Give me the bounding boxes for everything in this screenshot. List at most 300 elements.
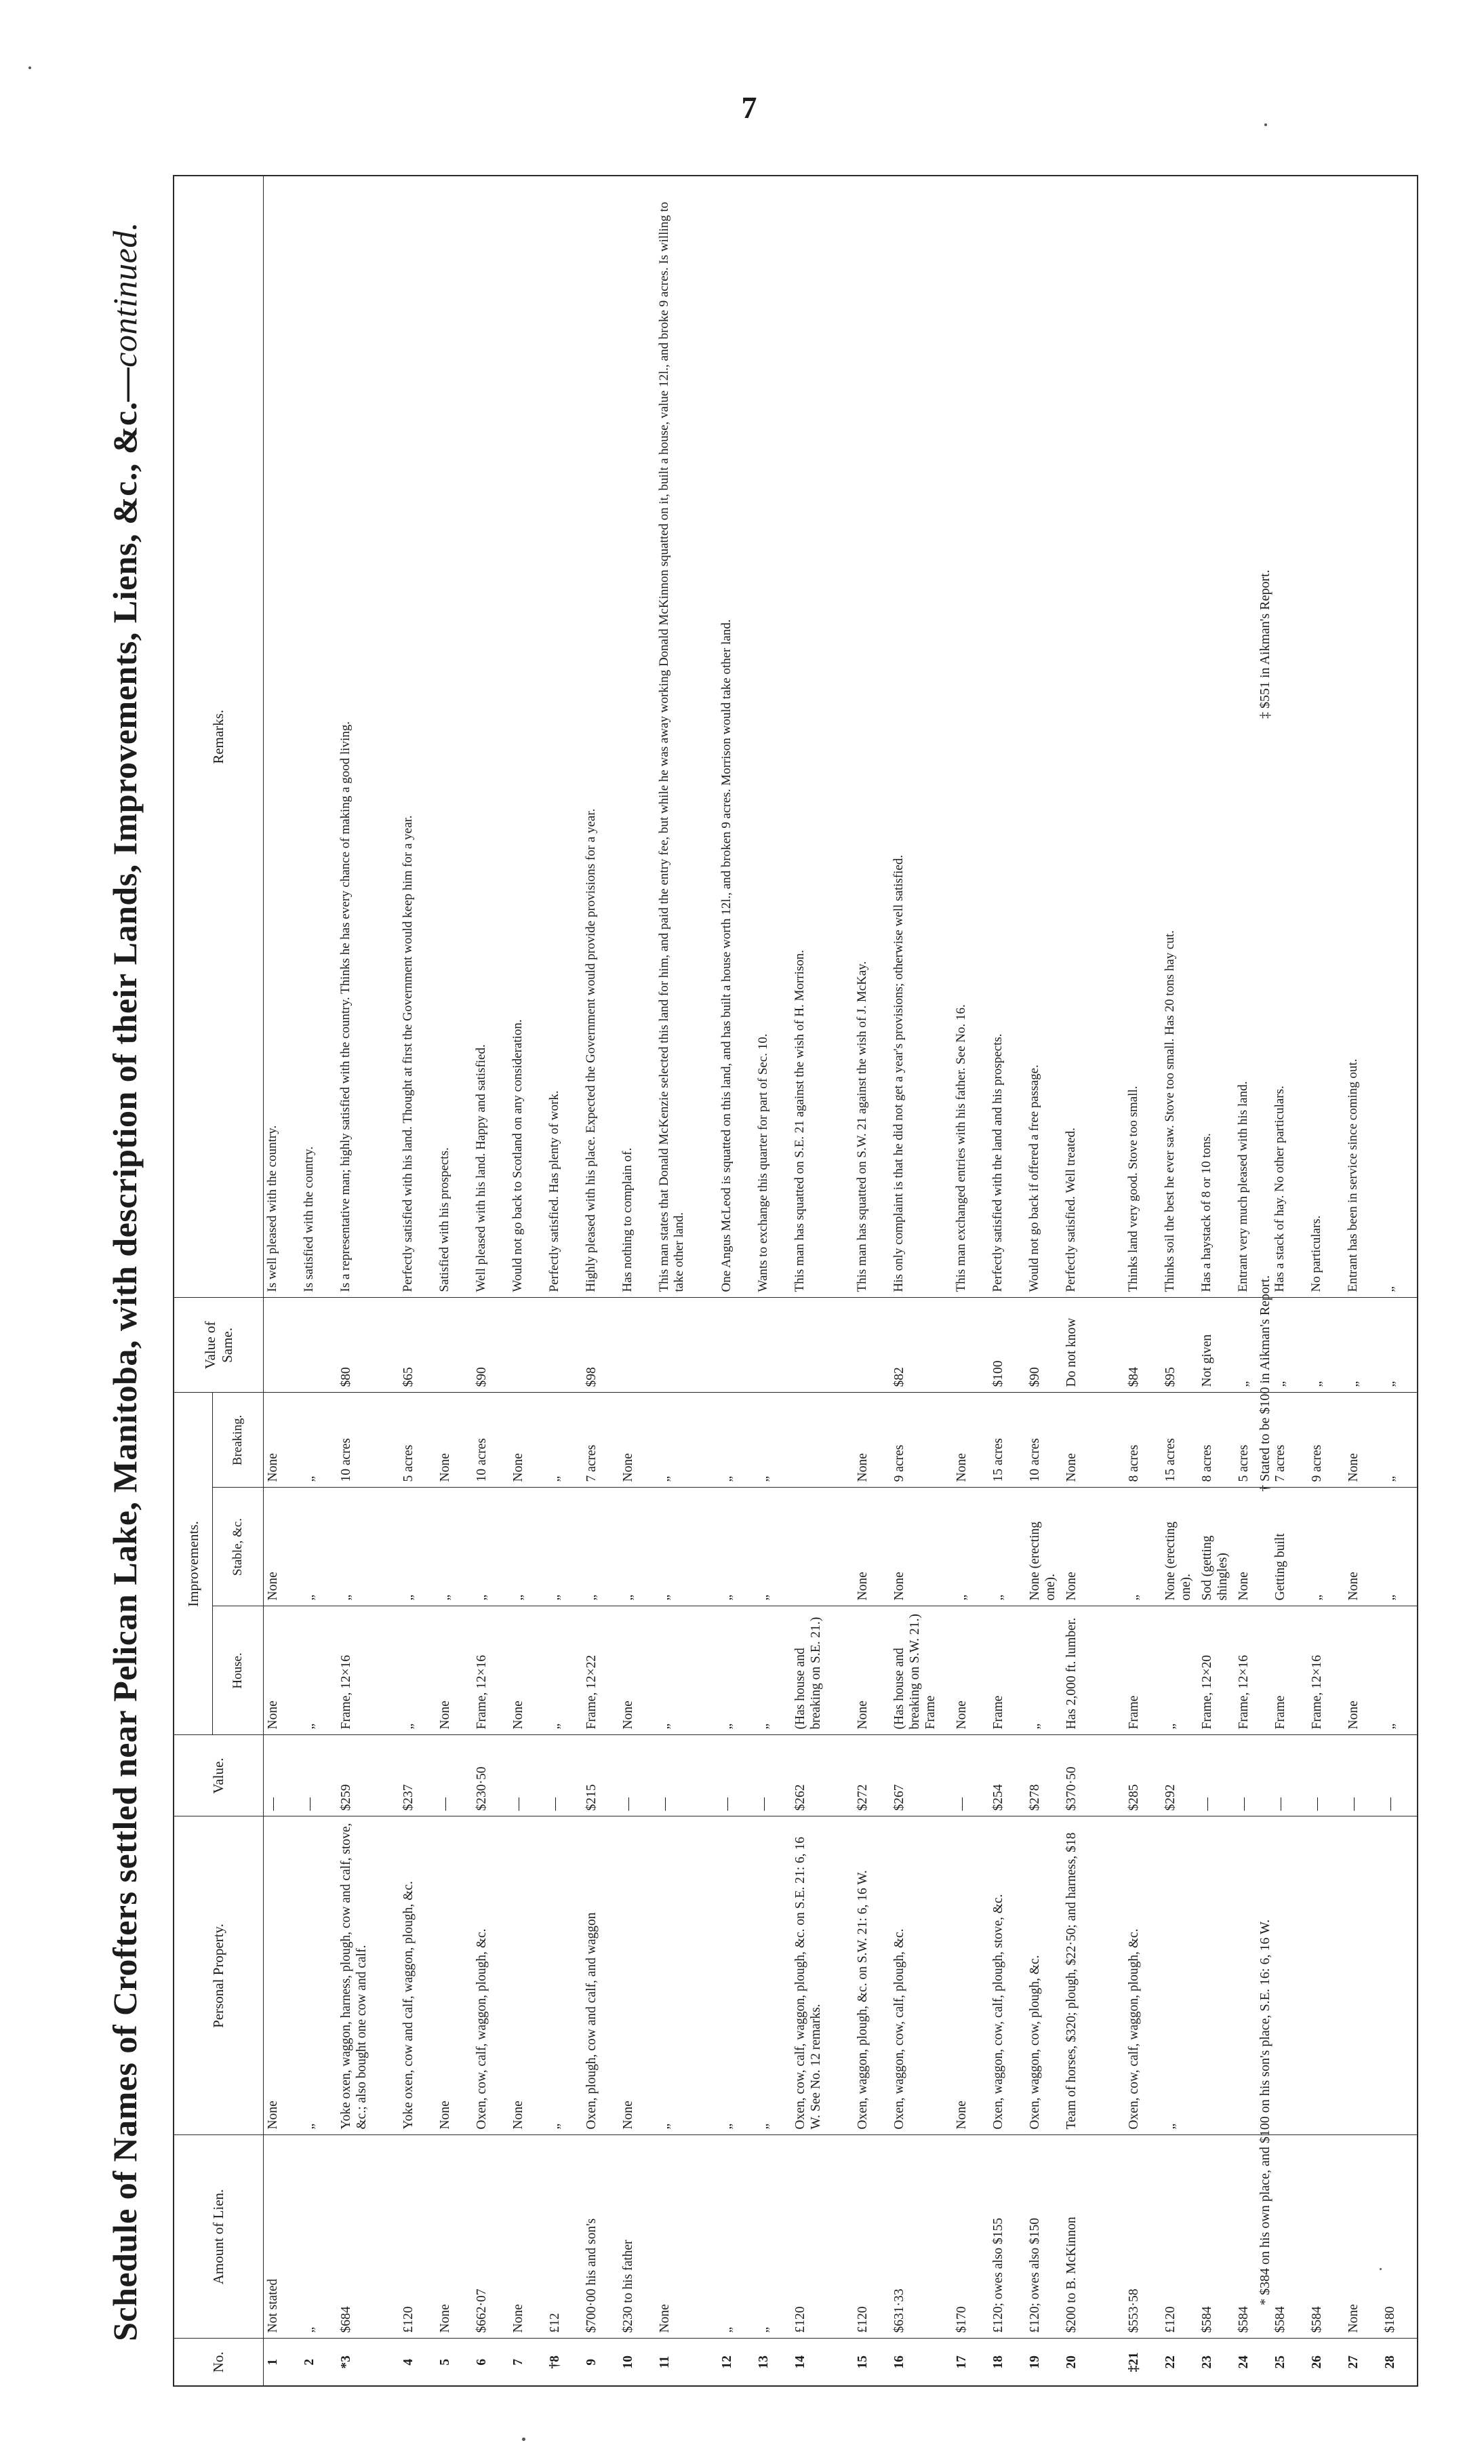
personal-property-cell: Yoke oxen, waggon, harness, plough, cow and calf, stove, &c.; also bought one cow and calf.	[337, 1816, 399, 2135]
lien-amount-cell: None	[509, 2135, 546, 2339]
value-of-same-cell	[755, 1298, 791, 1393]
property-value-cell: —	[656, 1735, 718, 1816]
value-of-same-cell: „	[1308, 1298, 1344, 1393]
remarks-cell: Perfectly satisfied with the land and his prospects.	[989, 176, 1026, 1298]
footnote-star: * $384 on his own place, and $100 on his son's place, S.E. 16: 6, 16 W.	[1258, 1919, 1272, 2305]
value-of-same-cell	[791, 1298, 854, 1393]
table-row	[337, 176, 399, 2386]
remarks-cell: Entrant has been in service since coming out.	[1344, 176, 1381, 1298]
title-main: Schedule of Names of Crofters settled near Pelican Lake, Manitoba, with description of their Lands, Improvements, Liens, &c., &c.—	[106, 367, 144, 2341]
personal-property-cell: „	[546, 1816, 582, 2135]
breaking-cell: „	[300, 1393, 337, 1488]
stable-cell: None	[1344, 1488, 1381, 1606]
crofters-table	[173, 175, 1418, 2387]
property-value-cell: $230·50	[473, 1735, 509, 1816]
breaking-cell: None	[1344, 1393, 1381, 1488]
stable-cell: None	[1235, 1488, 1271, 1606]
row-number-cell: 26	[1308, 2339, 1344, 2386]
remarks-cell: Well pleased with his land. Happy and satisfied.	[473, 176, 509, 1298]
lien-amount-cell: £120	[854, 2135, 890, 2339]
stable-cell	[791, 1488, 854, 1606]
row-number-cell: 4	[399, 2339, 436, 2386]
breaking-cell: „	[755, 1393, 791, 1488]
stable-cell: None	[890, 1488, 952, 1606]
table-row	[1198, 176, 1235, 2386]
house-cell: Frame, 12×16	[473, 1606, 509, 1735]
property-value-cell: $237	[399, 1735, 436, 1816]
stable-cell: „	[1125, 1488, 1161, 1606]
remarks-cell: This man exchanged entries with his father. See No. 16.	[952, 176, 989, 1298]
remarks-cell: Has a haystack of 8 or 10 tons.	[1198, 176, 1235, 1298]
personal-property-cell: „	[1161, 1816, 1198, 2135]
row-number-cell: 2	[300, 2339, 337, 2386]
house-cell: „	[656, 1606, 718, 1735]
personal-property-cell: Oxen, waggon, plough, &c. on S.W. 21: 6, 16 W.	[854, 1816, 890, 2135]
personal-property-cell: „	[718, 1816, 755, 2135]
stable-cell: „	[546, 1488, 582, 1606]
property-value-cell: $292	[1161, 1735, 1198, 1816]
house-cell: None	[952, 1606, 989, 1735]
stable-cell: „	[436, 1488, 473, 1606]
house-cell: Frame	[989, 1606, 1026, 1735]
property-value-cell: —	[952, 1735, 989, 1816]
value-of-same-cell: „	[1344, 1298, 1381, 1393]
house-cell: Frame, 12×20	[1198, 1606, 1235, 1735]
personal-property-cell: None	[436, 1816, 473, 2135]
remarks-cell: Is well pleased with the country.	[264, 176, 300, 1298]
breaking-cell: 15 acres	[1161, 1393, 1198, 1488]
value-of-same-cell: „	[1235, 1298, 1271, 1393]
breaking-cell: None	[264, 1393, 300, 1488]
remarks-cell: Satisfied with his prospects.	[436, 176, 473, 1298]
personal-property-cell	[1381, 1816, 1418, 2135]
personal-property-cell: Oxen, cow, calf, waggon, plough, &c.	[1125, 1816, 1161, 2135]
personal-property-cell: Oxen, plough, cow and calf, and waggon	[582, 1816, 619, 2135]
property-value-cell: —	[1344, 1735, 1381, 1816]
remarks-cell: Entrant very much pleased with his land.	[1235, 176, 1271, 1298]
value-of-same-cell	[854, 1298, 890, 1393]
house-cell: „	[399, 1606, 436, 1735]
remarks-cell: Perfectly satisfied. Well treated.	[1062, 176, 1125, 1298]
table-row	[791, 176, 854, 2386]
value-of-same-cell	[619, 1298, 656, 1393]
property-value-cell: —	[619, 1735, 656, 1816]
property-value-cell: —	[1235, 1735, 1271, 1816]
breaking-cell: None	[1062, 1393, 1125, 1488]
stable-cell: „	[300, 1488, 337, 1606]
stable-cell: „	[718, 1488, 755, 1606]
property-value-cell: $278	[1026, 1735, 1062, 1816]
header-value-of-same: Value of Same.	[174, 1298, 264, 1393]
value-of-same-cell	[436, 1298, 473, 1393]
table-row	[890, 176, 952, 2386]
header-no: No.	[174, 2339, 264, 2386]
house-cell: None	[264, 1606, 300, 1735]
house-cell: None	[854, 1606, 890, 1735]
property-value-cell: $272	[854, 1735, 890, 1816]
lien-amount-cell: $700·00 his and son's	[582, 2135, 619, 2339]
lien-amount-cell: Not stated	[264, 2135, 300, 2339]
property-value-cell: —	[436, 1735, 473, 1816]
personal-property-cell: Oxen, cow, calf, waggon, plough, &c.	[473, 1816, 509, 2135]
value-of-same-cell: $80	[337, 1298, 399, 1393]
breaking-cell: 7 acres	[1271, 1393, 1308, 1488]
stable-cell: Getting built	[1271, 1488, 1308, 1606]
remarks-cell: Thinks soil the best he ever saw. Stove too small. Has 20 tons hay cut.	[1161, 176, 1198, 1298]
scan-speck	[522, 2438, 525, 2441]
property-value-cell: —	[300, 1735, 337, 1816]
row-number-cell: †8	[546, 2339, 582, 2386]
table-row	[1344, 176, 1381, 2386]
row-number-cell: 18	[989, 2339, 1026, 2386]
personal-property-cell: Oxen, cow, calf, waggon, plough, &c. on S.E. 21: 6, 16 W. See No. 12 remarks.	[791, 1816, 854, 2135]
row-number-cell: 11	[656, 2339, 718, 2386]
remarks-cell: This man has squatted on S.E. 21 against the wish of H. Morrison.	[791, 176, 854, 1298]
remarks-cell: Is satisfied with the country.	[300, 176, 337, 1298]
lien-amount-cell: None	[436, 2135, 473, 2339]
row-number-cell: 22	[1161, 2339, 1198, 2386]
lien-amount-cell: £120; owes also $155	[989, 2135, 1026, 2339]
header-lien: Amount of Lien.	[174, 2135, 264, 2339]
title-continued: continued.	[106, 222, 144, 367]
house-cell: Frame, 12×16	[1235, 1606, 1271, 1735]
house-cell: None	[619, 1606, 656, 1735]
stable-cell: „	[582, 1488, 619, 1606]
breaking-cell: 9 acres	[890, 1393, 952, 1488]
remarks-cell: Highly pleased with his place. Expected the Government would provide provisions for a year.	[582, 176, 619, 1298]
property-value-cell: —	[264, 1735, 300, 1816]
breaking-cell: 15 acres	[989, 1393, 1026, 1488]
table-row	[1161, 176, 1198, 2386]
property-value-cell: $285	[1125, 1735, 1161, 1816]
table-row	[656, 176, 718, 2386]
row-number-cell: 6	[473, 2339, 509, 2386]
remarks-cell: This man states that Donald McKenzie selected this land for him, and paid the entry fee, but while he was away working Donald McKinnon squatted on it, built a house, value 12l., and broke 9 acres. Is willing to take other land.	[656, 176, 718, 1298]
personal-property-cell: „	[755, 1816, 791, 2135]
header-remarks: Remarks.	[174, 176, 264, 1298]
scan-speck	[28, 66, 31, 69]
table-row	[399, 176, 436, 2386]
lien-amount-cell: $584	[1271, 2135, 1308, 2339]
remarks-cell: No particulars.	[1308, 176, 1344, 1298]
stable-cell: Sod (getting shingles)	[1198, 1488, 1235, 1606]
breaking-cell: 8 acres	[1198, 1393, 1235, 1488]
table-row	[952, 176, 989, 2386]
lien-amount-cell: £120	[791, 2135, 854, 2339]
lien-amount-cell: $662·07	[473, 2135, 509, 2339]
breaking-cell: 10 acres	[473, 1393, 509, 1488]
remarks-cell: Perfectly satisfied with his land. Thought at first the Government would keep him for a year.	[399, 176, 436, 1298]
row-number-cell: 23	[1198, 2339, 1235, 2386]
stable-cell: „	[1308, 1488, 1344, 1606]
value-of-same-cell: $100	[989, 1298, 1026, 1393]
schedule-title	[105, 176, 159, 2387]
value-of-same-cell	[509, 1298, 546, 1393]
value-of-same-cell	[300, 1298, 337, 1393]
house-cell: „	[300, 1606, 337, 1735]
house-cell: None	[1344, 1606, 1381, 1735]
header-property: Personal Property.	[174, 1816, 264, 2135]
lien-amount-cell: None	[1344, 2135, 1381, 2339]
remarks-cell: Would not go back if offered a free passage.	[1026, 176, 1062, 1298]
breaking-cell: 5 acres	[1235, 1393, 1271, 1488]
breaking-cell: „	[718, 1393, 755, 1488]
property-value-cell: $215	[582, 1735, 619, 1816]
personal-property-cell	[1198, 1816, 1235, 2135]
lien-amount-cell: $180	[1381, 2135, 1418, 2339]
table-row	[989, 176, 1026, 2386]
table-row	[436, 176, 473, 2386]
row-number-cell: 9	[582, 2339, 619, 2386]
table-row	[718, 176, 755, 2386]
row-number-cell: 1	[264, 2339, 300, 2386]
stable-cell: „	[989, 1488, 1026, 1606]
lien-amount-cell: $584	[1198, 2135, 1235, 2339]
stable-cell: „	[473, 1488, 509, 1606]
value-of-same-cell: „	[1381, 1298, 1418, 1393]
value-of-same-cell: $95	[1161, 1298, 1198, 1393]
breaking-cell: None	[509, 1393, 546, 1488]
row-number-cell: *3	[337, 2339, 399, 2386]
personal-property-cell: „	[300, 1816, 337, 2135]
property-value-cell: —	[1308, 1735, 1344, 1816]
house-cell: Frame, 12×22	[582, 1606, 619, 1735]
value-of-same-cell	[546, 1298, 582, 1393]
lien-amount-cell: £120	[399, 2135, 436, 2339]
value-of-same-cell: Not given	[1198, 1298, 1235, 1393]
personal-property-cell: None	[509, 1816, 546, 2135]
value-of-same-cell	[264, 1298, 300, 1393]
stable-cell: „	[619, 1488, 656, 1606]
row-number-cell: 28	[1381, 2339, 1418, 2386]
stable-cell: „	[1381, 1488, 1418, 1606]
personal-property-cell: Team of horses, $320; plough, $22·50; and harness, $18	[1062, 1816, 1125, 2135]
lien-amount-cell: £12	[546, 2135, 582, 2339]
row-number-cell: 7	[509, 2339, 546, 2386]
property-value-cell: $267	[890, 1735, 952, 1816]
personal-property-cell: None	[264, 1816, 300, 2135]
table-body	[264, 176, 1418, 2386]
property-value-cell: —	[509, 1735, 546, 1816]
table-row	[300, 176, 337, 2386]
breaking-cell: None	[854, 1393, 890, 1488]
property-value-cell: $370·50	[1062, 1735, 1125, 1816]
remarks-cell: Has nothing to complain of.	[619, 176, 656, 1298]
lien-amount-cell: $584	[1308, 2135, 1344, 2339]
footnote-dagger: † Stated to be $100 in Aikman's Report.	[1258, 1275, 1272, 1492]
remarks-cell: Has a stack of hay. No other particulars.	[1271, 176, 1308, 1298]
table-row	[1308, 176, 1344, 2386]
stable-cell: None	[854, 1488, 890, 1606]
table-row	[264, 176, 300, 2386]
row-number-cell: 16	[890, 2339, 952, 2386]
breaking-cell: None	[436, 1393, 473, 1488]
property-value-cell: —	[546, 1735, 582, 1816]
lien-amount-cell: $553·58	[1125, 2135, 1161, 2339]
breaking-cell: 8 acres	[1125, 1393, 1161, 1488]
house-cell: None	[509, 1606, 546, 1735]
footnotes	[1258, 176, 1285, 2387]
house-cell: Frame	[1271, 1606, 1308, 1735]
property-value-cell: $262	[791, 1735, 854, 1816]
breaking-cell: 5 acres	[399, 1393, 436, 1488]
remarks-cell: Perfectly satisfied. Has plenty of work.	[546, 176, 582, 1298]
stable-cell: „	[399, 1488, 436, 1606]
breaking-cell: 9 acres	[1308, 1393, 1344, 1488]
house-cell: (Has house and breaking on S.W. 21.) Frame	[890, 1606, 952, 1735]
stable-cell: None	[264, 1488, 300, 1606]
table-row	[582, 176, 619, 2386]
stable-cell: „	[755, 1488, 791, 1606]
scan-speck	[1264, 123, 1267, 126]
personal-property-cell: None	[952, 1816, 989, 2135]
remarks-cell: Wants to exchange this quarter for part of Sec. 10.	[755, 176, 791, 1298]
value-of-same-cell: $90	[473, 1298, 509, 1393]
breaking-cell: „	[656, 1393, 718, 1488]
remarks-cell: This man has squatted on S.W. 21 against the wish of J. McKay.	[854, 176, 890, 1298]
house-cell: Frame, 12×16	[1308, 1606, 1344, 1735]
value-of-same-cell: $98	[582, 1298, 619, 1393]
header-improvements: Improvements.	[174, 1393, 213, 1735]
house-cell: „	[1161, 1606, 1198, 1735]
table-row	[1062, 176, 1125, 2386]
stable-cell: „	[337, 1488, 399, 1606]
value-of-same-cell: $90	[1026, 1298, 1062, 1393]
property-value-cell: —	[718, 1735, 755, 1816]
table-row	[1125, 176, 1161, 2386]
lien-amount-cell: $200 to B. McKinnon	[1062, 2135, 1125, 2339]
house-cell: „	[718, 1606, 755, 1735]
scan-speck	[1380, 2268, 1382, 2270]
personal-property-cell: None	[619, 1816, 656, 2135]
value-of-same-cell	[656, 1298, 718, 1393]
personal-property-cell	[1308, 1816, 1344, 2135]
lien-amount-cell: $230 to his father	[619, 2135, 656, 2339]
row-number-cell: 24	[1235, 2339, 1271, 2386]
personal-property-cell: „	[656, 1816, 718, 2135]
header-house: House.	[213, 1606, 264, 1735]
personal-property-cell	[1344, 1816, 1381, 2135]
personal-property-cell: Yoke oxen, cow and calf, waggon, plough, &c.	[399, 1816, 436, 2135]
remarks-cell: Would not go back to Scotland on any consideration.	[509, 176, 546, 1298]
footnote-ddagger: ‡ $551 in Aikman's Report.	[1258, 570, 1272, 719]
table-row	[546, 176, 582, 2386]
property-value-cell: —	[1271, 1735, 1308, 1816]
house-cell: „	[1026, 1606, 1062, 1735]
stable-cell: None (erecting one).	[1026, 1488, 1062, 1606]
breaking-cell: None	[952, 1393, 989, 1488]
property-value-cell: $259	[337, 1735, 399, 1816]
house-cell: „	[546, 1606, 582, 1735]
stable-cell: „	[952, 1488, 989, 1606]
property-value-cell: —	[1381, 1735, 1418, 1816]
property-value-cell: —	[1198, 1735, 1235, 1816]
value-of-same-cell: $84	[1125, 1298, 1161, 1393]
row-number-cell: 20	[1062, 2339, 1125, 2386]
row-number-cell: 10	[619, 2339, 656, 2386]
stable-cell: None (erecting one).	[1161, 1488, 1198, 1606]
lien-amount-cell: „	[718, 2135, 755, 2339]
value-of-same-cell	[718, 1298, 755, 1393]
breaking-cell: „	[1381, 1393, 1418, 1488]
lien-amount-cell: „	[755, 2135, 791, 2339]
remarks-cell: Thinks land very good. Stove too small.	[1125, 176, 1161, 1298]
breaking-cell: None	[619, 1393, 656, 1488]
value-of-same-cell: $65	[399, 1298, 436, 1393]
breaking-cell	[791, 1393, 854, 1488]
lien-amount-cell: $631·33	[890, 2135, 952, 2339]
row-number-cell: 14	[791, 2339, 854, 2386]
property-value-cell: $254	[989, 1735, 1026, 1816]
house-cell: None	[436, 1606, 473, 1735]
row-number-cell: 17	[952, 2339, 989, 2386]
house-cell: Has 2,000 ft. lumber.	[1062, 1606, 1125, 1735]
house-cell: Frame	[1125, 1606, 1161, 1735]
breaking-cell: 7 acres	[582, 1393, 619, 1488]
stable-cell: None	[1062, 1488, 1125, 1606]
table-row	[1381, 176, 1418, 2386]
page-number: 7	[741, 90, 757, 125]
row-number-cell: 27	[1344, 2339, 1381, 2386]
stable-cell: „	[509, 1488, 546, 1606]
remarks-cell: Is a representative man; highly satisfied with the country. Thinks he has every chance of making a good living.	[337, 176, 399, 1298]
house-cell: Frame, 12×16	[337, 1606, 399, 1735]
row-number-cell: 25	[1271, 2339, 1308, 2386]
table-row	[854, 176, 890, 2386]
value-of-same-cell: Do not know	[1062, 1298, 1125, 1393]
rotated-schedule	[105, 176, 1397, 2387]
lien-amount-cell: $684	[337, 2135, 399, 2339]
personal-property-cell: Oxen, waggon, cow, calf, plough, stove, &c.	[989, 1816, 1026, 2135]
lien-amount-cell: „	[300, 2135, 337, 2339]
breaking-cell: 10 acres	[1026, 1393, 1062, 1488]
remarks-cell: „	[1381, 176, 1418, 1298]
lien-amount-cell: £120; owes also $150	[1026, 2135, 1062, 2339]
header-value: Value.	[174, 1735, 264, 1816]
house-cell: „	[755, 1606, 791, 1735]
personal-property-cell: Oxen, waggon, cow, plough, &c.	[1026, 1816, 1062, 2135]
row-number-cell: 5	[436, 2339, 473, 2386]
value-of-same-cell: „	[1271, 1298, 1308, 1393]
breaking-cell: 10 acres	[337, 1393, 399, 1488]
stable-cell: „	[656, 1488, 718, 1606]
personal-property-cell: Oxen, waggon, cow, calf, plough, &c.	[890, 1816, 952, 2135]
lien-amount-cell: None	[656, 2135, 718, 2339]
header-stable: Stable, &c.	[213, 1488, 264, 1606]
row-number-cell: 15	[854, 2339, 890, 2386]
table-row	[473, 176, 509, 2386]
value-of-same-cell	[952, 1298, 989, 1393]
table-row	[755, 176, 791, 2386]
house-cell: „	[1381, 1606, 1418, 1735]
header-breaking: Breaking.	[213, 1393, 264, 1488]
breaking-cell: „	[546, 1393, 582, 1488]
table-row	[619, 176, 656, 2386]
lien-amount-cell: $170	[952, 2135, 989, 2339]
table-row	[1026, 176, 1062, 2386]
row-number-cell: 19	[1026, 2339, 1062, 2386]
remarks-cell: One Angus McLeod is squatted on this land, and has built a house worth 12l., and broken 9 acres. Morrison would take other land.	[718, 176, 755, 1298]
lien-amount-cell: £120	[1161, 2135, 1198, 2339]
house-cell: (Has house and breaking on S.E. 21.)	[791, 1606, 854, 1735]
row-number-cell: 12	[718, 2339, 755, 2386]
row-number-cell: ‡21	[1125, 2339, 1161, 2386]
property-value-cell: —	[755, 1735, 791, 1816]
table-row	[509, 176, 546, 2386]
lien-amount-cell: $584	[1235, 2135, 1271, 2339]
value-of-same-cell: $82	[890, 1298, 952, 1393]
remarks-cell: His only complaint is that he did not get a year's provisions; otherwise well satisfied.	[890, 176, 952, 1298]
